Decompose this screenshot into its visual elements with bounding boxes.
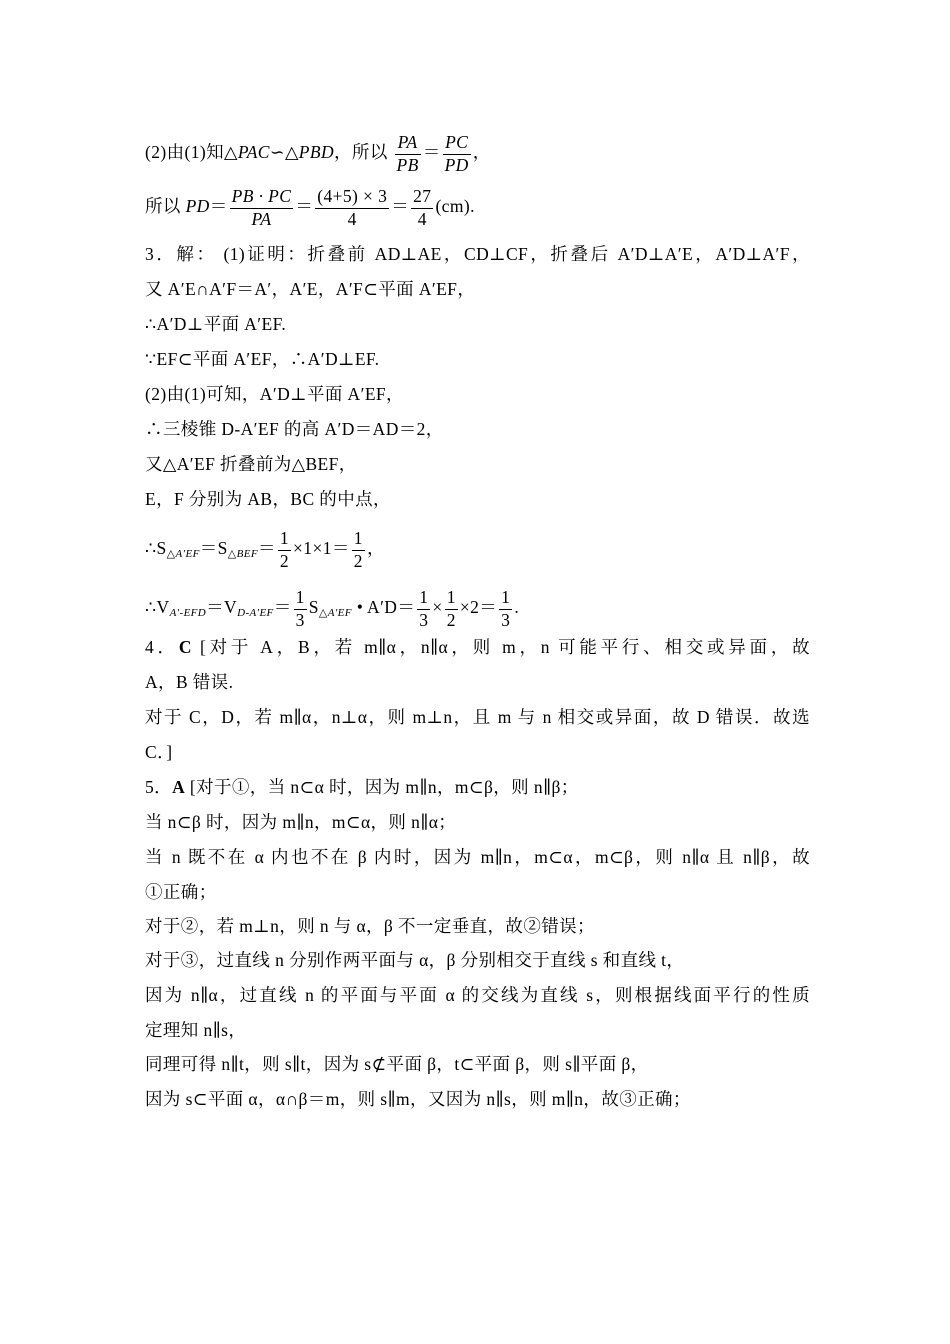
denominator: 3: [295, 609, 305, 630]
math-var: PAC: [237, 142, 270, 163]
q5-line-3: 当 n 既不在 α 内也不在 β 内时，因为 m∥n，m⊂α，m⊂β，则 n∥α 且 n∥β，故: [145, 847, 810, 867]
text: 所以: [145, 196, 181, 217]
subscript: △BEF: [227, 548, 258, 561]
denominator: 3: [501, 609, 511, 630]
numerator: PC: [445, 132, 469, 152]
text: [对于①，当 n⊂α 时，因为 m∥n，m⊂β，则 n∥β；: [185, 777, 579, 797]
fraction-third: [417, 589, 430, 629]
text: ，: [472, 142, 491, 163]
text: ∴V: [145, 597, 170, 618]
answer-letter: A: [172, 777, 186, 797]
q5-line-2: 当 n⊂β 时，因为 m∥n，m⊂α，则 n∥α；: [145, 812, 457, 832]
answer-letter: C: [178, 637, 192, 657]
text: ×1×1＝: [293, 538, 350, 559]
text: • A′D＝: [351, 597, 416, 618]
question-number: 4．: [145, 637, 179, 657]
subscript: A′-EFD: [169, 607, 207, 620]
text: ＝S: [199, 538, 228, 559]
fraction-third: [294, 589, 307, 629]
text: ×2＝: [459, 597, 498, 618]
text: ∽△: [269, 142, 299, 163]
part2-line-1: [145, 134, 810, 174]
fraction-half: [445, 589, 458, 629]
text: [对于 A，B，若 m∥α，n∥α，则 m，n 可能平行、相交或异面，故: [191, 637, 810, 657]
math-var: PBD: [298, 142, 335, 163]
numerator: 1: [294, 589, 307, 610]
subscript: △A′EF: [318, 607, 352, 620]
text: ＝: [391, 196, 410, 217]
q3-line-8: E，F 分别为 AB，BC 的中点，: [145, 489, 391, 509]
q5-line-5: 对于②，若 m⊥n，则 n 与 α，β 不一定垂直，故②错误；: [145, 916, 595, 936]
part2-line-2: [145, 188, 810, 228]
q3-line-7: 又△A′EF 折叠前为△BEF，: [145, 454, 357, 474]
q3-line-4: ∵EF⊂平面 A′EF，∴A′D⊥EF.: [145, 349, 380, 369]
q5-line-4: ①正确；: [145, 882, 217, 902]
q5-line-10: 因为 s⊂平面 α，α∩β＝m，则 s∥m，又因为 n∥s，则 m∥n，故③正确；: [145, 1089, 691, 1109]
text: ＝: [295, 196, 314, 217]
denominator: PD: [444, 154, 469, 175]
numerator: 1: [499, 589, 512, 610]
q3-line-2: 又 A′E∩A′F＝A′，A′E，A′F⊂平面 A′EF，: [145, 279, 476, 299]
text: ＝V: [206, 597, 238, 618]
numerator: 1: [417, 589, 430, 610]
numerator: 1: [445, 589, 458, 610]
text: ＝: [422, 142, 441, 163]
fraction-pa-pb: [395, 134, 421, 174]
text: (cm).: [435, 196, 475, 217]
text: ，所以: [334, 142, 388, 163]
text: .: [514, 597, 520, 618]
denominator: PA: [251, 208, 272, 229]
text: ，: [366, 538, 385, 559]
fraction-pc-pd: [443, 134, 471, 174]
fraction-calc: [315, 188, 389, 228]
fraction-half: [278, 530, 291, 570]
question-number: 5．: [145, 777, 173, 797]
q5-line-9: 同理可得 n∥t，则 s∥t，因为 s⊄平面 β，t⊂平面 β，则 s∥平面 β，: [145, 1054, 649, 1074]
subscript: △A′EF: [166, 548, 200, 561]
fraction-result: [411, 188, 433, 228]
numerator: 27: [411, 188, 433, 209]
denominator: 4: [417, 208, 427, 229]
q3-line-10: [145, 589, 810, 629]
denominator: 2: [446, 609, 456, 630]
text: ＝: [209, 196, 228, 217]
fraction-third: [499, 589, 512, 629]
numerator: PA: [397, 132, 418, 152]
text: S: [308, 597, 319, 618]
text: ∴S: [145, 538, 167, 559]
text: ＝: [273, 597, 292, 618]
q4-line-3: 对于 C，D，若 m∥α，n⊥α，则 m⊥n，且 m 与 n 相交或异面，故 D 错误．故选: [145, 707, 810, 727]
text: (2)由(1)知△: [145, 142, 238, 163]
fraction-half: [352, 530, 365, 570]
q4-line-4: C．]: [145, 742, 173, 762]
numerator: (4+5) × 3: [315, 188, 389, 209]
q5-line-1: [145, 775, 810, 799]
denominator: 2: [353, 550, 363, 571]
q3-line-3: ∴A′D⊥平面 A′EF.: [145, 314, 287, 334]
numerator: 1: [278, 530, 291, 551]
q3-line-9: [145, 530, 810, 570]
q4-line-2: A，B 错误.: [145, 672, 234, 692]
text: ＝: [257, 538, 276, 559]
q3-line-5: (2)由(1)可知，A′D⊥平面 A′EF，: [145, 384, 404, 404]
subscript: D-A′EF: [237, 607, 274, 620]
q3-line-6: ∴三棱锥 D-A′EF 的高 A′D＝AD＝2，: [145, 419, 444, 439]
math-var: PD: [185, 196, 210, 217]
q5-line-6: 对于③，过直线 n 分别作两平面与 α，β 分别相交于直线 s 和直线 t，: [145, 950, 685, 970]
denominator: 2: [279, 550, 290, 571]
fraction-pbpc-pa: [230, 188, 294, 228]
denominator: 4: [347, 208, 357, 229]
denominator: 3: [419, 609, 429, 630]
numerator: PB · PC: [231, 186, 292, 206]
denominator: PB: [396, 154, 419, 175]
text: ×: [432, 597, 443, 618]
numerator: 1: [352, 530, 365, 551]
q5-line-7: 因为 n∥α，过直线 n 的平面与平面 α 的交线为直线 s，则根据线面平行的性质: [145, 985, 810, 1005]
q3-line-1: 3．解： (1)证明：折叠前 AD⊥AE，CD⊥CF，折叠后 A′D⊥A′E，A′D⊥A′F，: [145, 244, 810, 264]
q5-line-8: 定理知 n∥s，: [145, 1020, 247, 1040]
q4-line-1: [145, 635, 810, 659]
